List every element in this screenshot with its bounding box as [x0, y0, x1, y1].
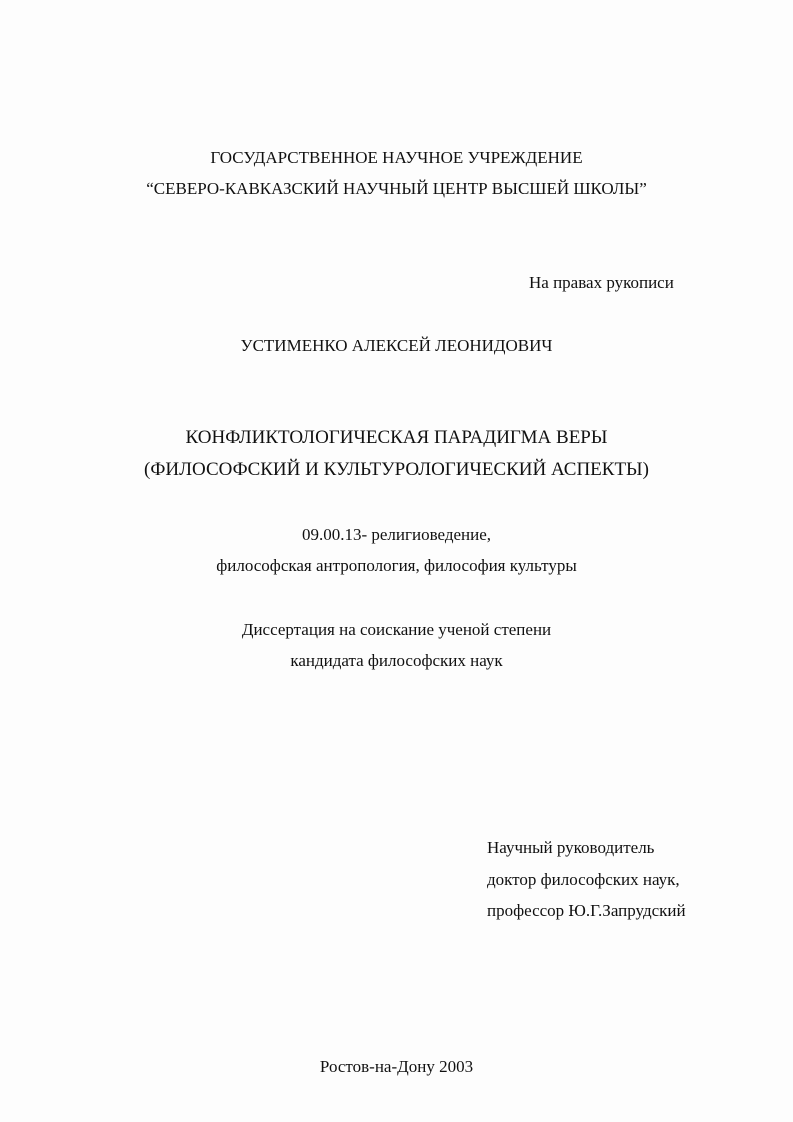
specialty-line-1: 09.00.13- религиоведение,: [301, 525, 492, 544]
author-name: УСТИМЕНКО АЛЕКСЕЙ ЛЕОНИДОВИЧ: [240, 336, 553, 355]
supervisor-line-2: доктор философских наук,: [487, 870, 680, 889]
supervisor-line-3: профессор Ю.Г.Запрудский: [487, 901, 686, 920]
specialty-line-2: философская антропология, философия культуры: [216, 556, 577, 575]
supervisor-line-1: Научный руководитель: [487, 838, 655, 857]
degree-line-1: Диссертация на соискание ученой степени: [241, 620, 552, 639]
institution-line-2: “СЕВЕРО-КАВКАЗСКИЙ НАУЧНЫЙ ЦЕНТР ВЫСШЕЙ ШКОЛЫ”: [146, 179, 647, 198]
title-line-1: КОНФЛИКТОЛОГИЧЕСКАЯ ПАРАДИГМА ВЕРЫ: [185, 427, 608, 448]
institution-line-1: ГОСУДАРСТВЕННОЕ НАУЧНОЕ УЧРЕЖДЕНИЕ: [210, 148, 583, 167]
title-line-2: (ФИЛОСОФСКИЙ И КУЛЬТУРОЛОГИЧЕСКИЙ АСПЕКТЫ): [144, 459, 649, 480]
city-year-footer: Ростов-на-Дону 2003: [319, 1057, 474, 1076]
manuscript-note: На правах рукописи: [529, 273, 674, 292]
degree-line-2: кандидата философских наук: [290, 651, 503, 670]
